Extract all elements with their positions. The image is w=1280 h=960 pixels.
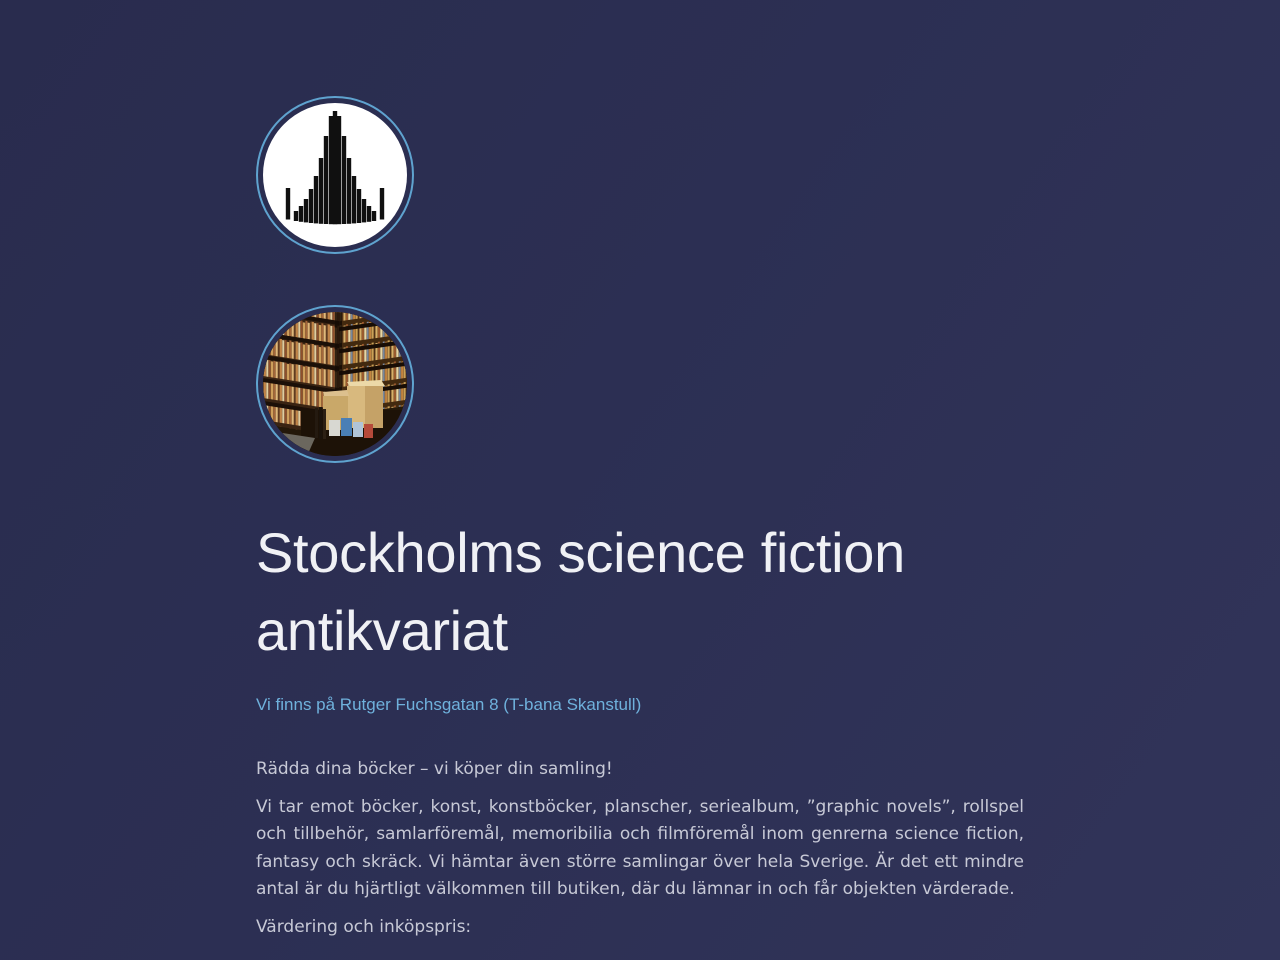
- paragraph-we-accept: Vi tar emot böcker, konst, konstböcker, planscher, seriealbum, ”graphic novels”, rollspel och tillbehör, samlarföremål, memoribilia och filmföremål inom genrerna science fiction, fantasy och skräck. Vi hämtar även större samlingar över hela Sverige. Är det ett mindre antal är du hjärtligt välkommen till butiken, där du lämnar in och får objekten värderade.: [256, 796, 1024, 899]
- paragraph-valuation-heading: Värdering och inköpspris:: [256, 916, 472, 937]
- address-link[interactable]: Vi finns på Rutger Fuchsgatan 8 (T-bana Skanstull): [256, 695, 642, 714]
- bookstore-interior-photo: [263, 312, 407, 456]
- content-column: [256, 0, 1024, 941]
- store-photo: [256, 305, 414, 463]
- store-logo: [256, 96, 414, 254]
- paragraph-save-books: Rädda dina böcker – vi köper din samling!: [256, 759, 613, 779]
- spire-bars-logo-icon: [263, 103, 407, 247]
- page-title: Stockholms science fiction antikvariat: [256, 521, 905, 662]
